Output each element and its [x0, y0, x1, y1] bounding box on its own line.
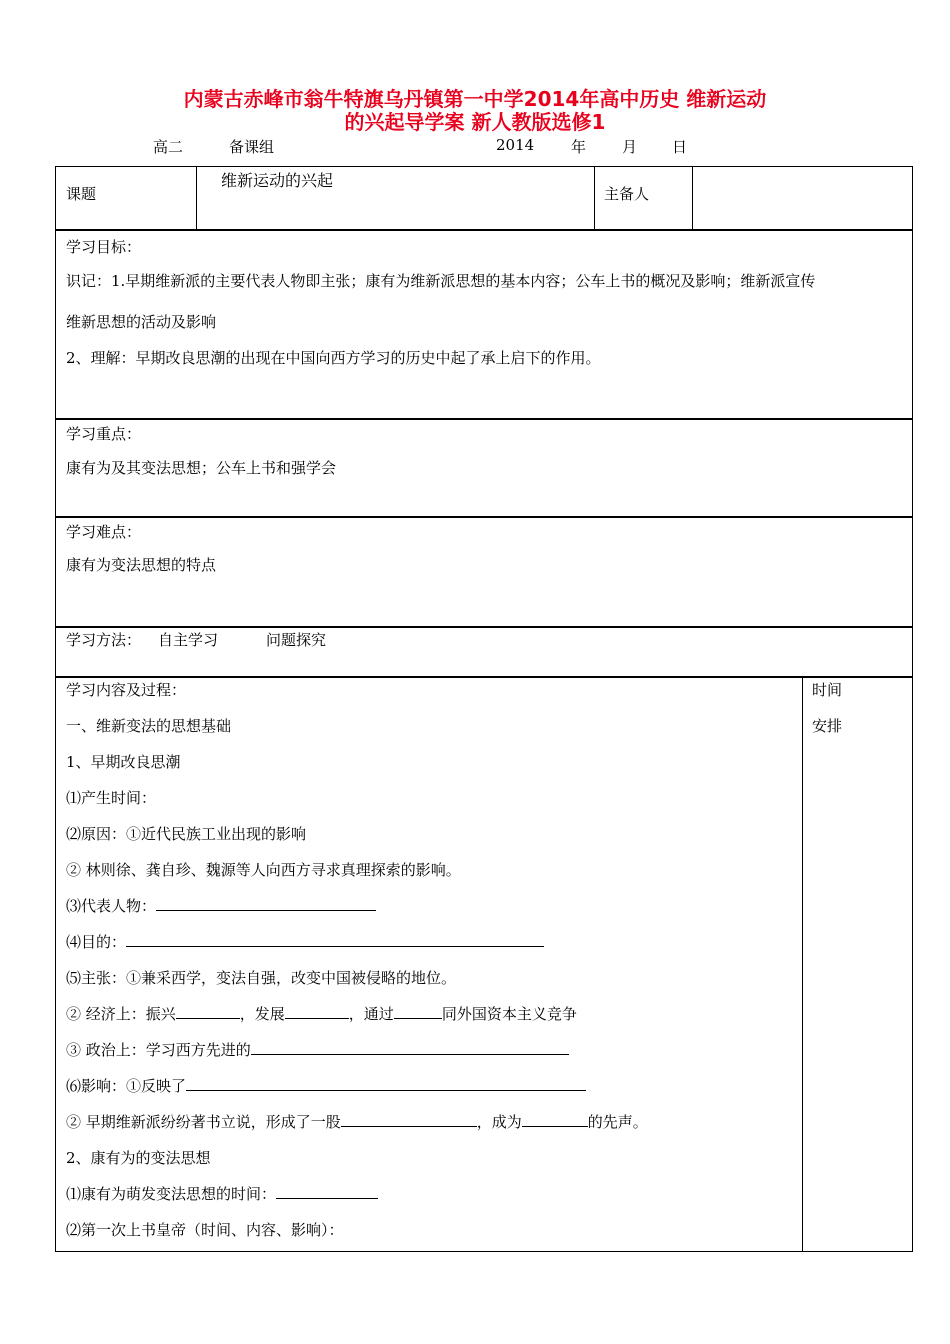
content-line: ⑴产生时间：: [66, 789, 157, 807]
fill-blank[interactable]: [176, 1004, 240, 1019]
key-points-label: 学习重点：: [66, 425, 142, 443]
content-line: ⑵原因：①近代民族工业出现的影响: [66, 825, 307, 843]
document-title-line-2: 的兴起导学案 新人教版选修1: [344, 110, 606, 134]
key-points-text: 康有为及其变法思想；公车上书和强学会: [66, 459, 337, 477]
fill-blank[interactable]: [285, 1004, 349, 1019]
content-line: [66, 1112, 648, 1132]
document-title-line-1: 内蒙古赤峰市翁牛特旗乌丹镇第一中学2014年高中历史 维新运动: [183, 87, 767, 111]
fill-blank[interactable]: [341, 1112, 477, 1127]
content-text: ② 经济上：振兴: [66, 1005, 176, 1023]
objectives-line: 维新思想的活动及影响: [66, 313, 217, 331]
objectives-line: 识记：1.早期维新派的主要代表人物即主张；康有为维新派思想的基本内容；公车上书的概况及影响；维新派宣传: [66, 272, 816, 290]
content-text: ③ 政治上：学习西方先进的: [66, 1041, 251, 1059]
divider: [594, 167, 595, 230]
content-line: [66, 932, 544, 952]
fill-blank[interactable]: [394, 1004, 442, 1019]
methods-label: 学习方法：: [66, 631, 142, 649]
content-line: [66, 1076, 586, 1096]
methods-section: [55, 626, 913, 678]
divider: [196, 167, 197, 230]
objectives-label: 学习目标：: [66, 238, 142, 256]
divider: [802, 677, 803, 1251]
time-label: 时间: [812, 681, 843, 699]
content-section: [55, 676, 913, 1252]
content-text: 的先声。: [587, 1113, 648, 1131]
group-label: 备课组: [229, 138, 275, 156]
content-text: ，成为: [476, 1113, 522, 1131]
subsection-heading: 1、早期改良思潮: [66, 753, 181, 771]
fill-blank[interactable]: [156, 896, 376, 911]
method-item: 问题探究: [266, 631, 327, 649]
year-unit: 年: [571, 138, 587, 156]
topic-value: 维新运动的兴起: [221, 171, 334, 190]
year-value: 2014: [496, 136, 535, 154]
content-text: ，发展: [239, 1005, 285, 1023]
content-line: [66, 1184, 378, 1204]
topic-label: 课题: [66, 185, 97, 203]
content-text: ⑶代表人物：: [66, 897, 157, 915]
time-label: 安排: [812, 717, 843, 735]
day-unit: 日: [672, 138, 688, 156]
content-line: ② 林则徐、龚自珍、魏源等人向西方寻求真理探索的影响。: [66, 861, 461, 879]
content-text: ，通过: [348, 1005, 394, 1023]
section-heading: 一、维新变法的思想基础: [66, 717, 232, 735]
difficulties-section: [55, 516, 913, 628]
objectives-section: [55, 229, 913, 420]
fill-blank[interactable]: [276, 1184, 378, 1199]
fill-blank[interactable]: [126, 932, 544, 947]
content-line: [66, 1040, 569, 1060]
difficulties-text: 康有为变法思想的特点: [66, 556, 217, 574]
content-line: ⑸主张：①兼采西学，变法自强，改变中国被侵略的地位。: [66, 969, 457, 987]
objectives-line: 2、理解：早期改良思潮的出现在中国向西方学习的历史中起了承上启下的作用。: [66, 349, 601, 367]
method-item: 自主学习: [158, 631, 219, 649]
content-label: 学习内容及过程：: [66, 681, 187, 699]
topic-row: [55, 166, 913, 231]
content-text: ⑴康有为萌发变法思想的时间：: [66, 1185, 277, 1203]
fill-blank[interactable]: [522, 1112, 588, 1127]
grade-label: 高二: [153, 138, 184, 156]
divider: [692, 167, 693, 230]
fill-blank[interactable]: [186, 1076, 586, 1091]
difficulties-label: 学习难点：: [66, 523, 142, 541]
key-points-section: [55, 418, 913, 518]
content-line: [66, 896, 376, 916]
content-text: 同外国资本主义竞争: [441, 1005, 577, 1023]
content-text: ⑹影响：①反映了: [66, 1077, 187, 1095]
content-line: ⑵第一次上书皇帝（时间、内容、影响）：: [66, 1221, 344, 1239]
fill-blank[interactable]: [251, 1040, 569, 1055]
preparer-label: 主备人: [604, 185, 650, 203]
content-text: ⑷目的：: [66, 933, 127, 951]
subsection-heading: 2、康有为的变法思想: [66, 1149, 211, 1167]
content-text: ② 早期维新派纷纷著书立说，形成了一股: [66, 1113, 341, 1131]
content-line: [66, 1004, 577, 1024]
month-unit: 月: [622, 138, 638, 156]
